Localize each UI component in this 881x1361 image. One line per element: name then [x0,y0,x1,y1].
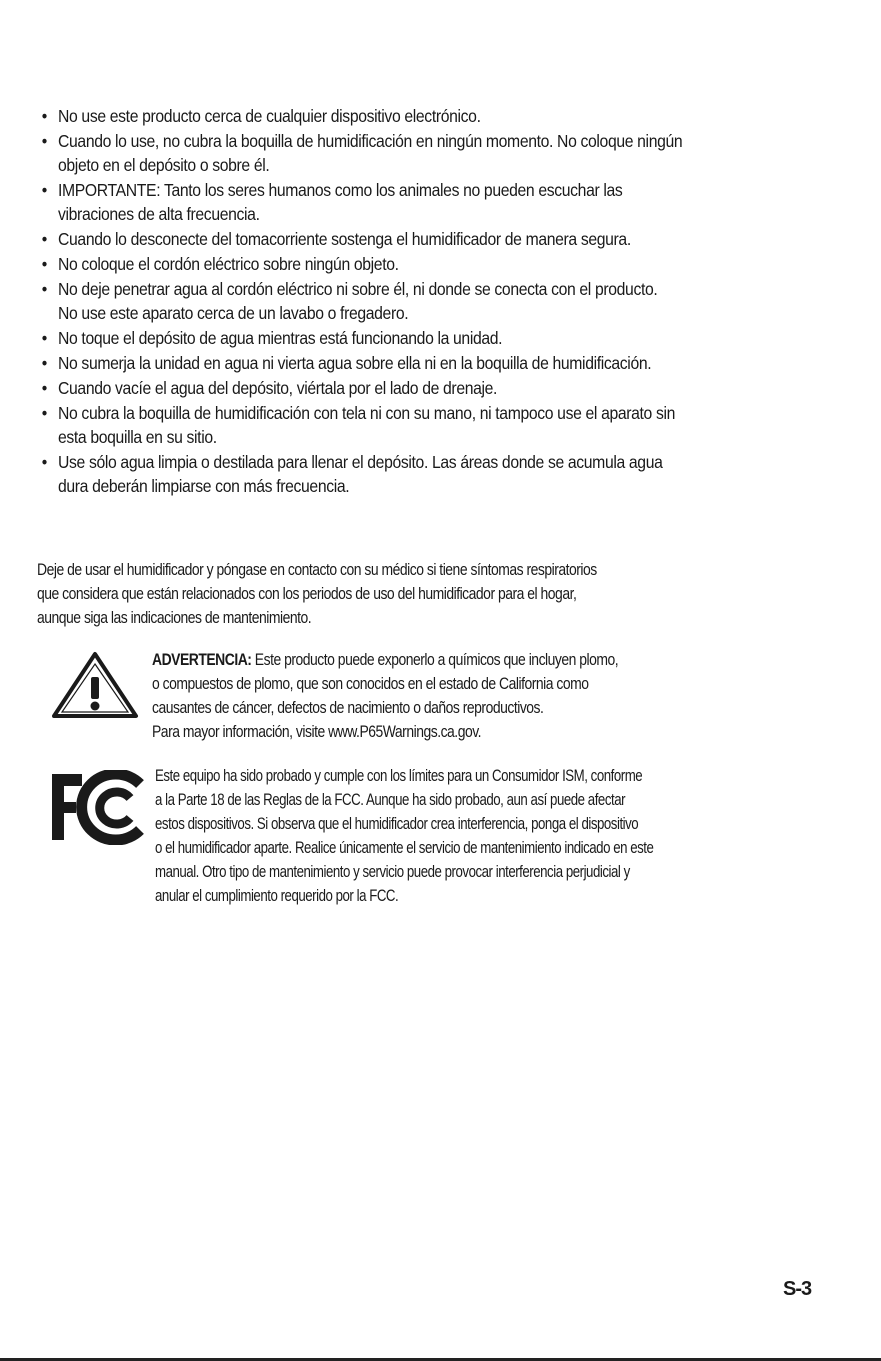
safety-bullet-item [40,376,814,400]
bullet-dot: • [41,279,47,299]
warning-lead: ADVERTENCIA: [152,650,252,669]
bullet-dot: • [41,180,47,200]
warning-line: Para mayor información, visite www.P65Warnings.ca.gov. [152,722,482,741]
bullet-text-line: objeto en el depósito o sobre él. [58,155,270,175]
bullet-text-line: No cubra la boquilla de humidificación con tela ni con su mano, ni tampoco use el aparato sin [58,403,676,423]
safety-bullet-item [40,326,814,350]
bullet-text-line: IMPORTANTE: Tanto los seres humanos como los animales no pueden escuchar las [58,180,623,200]
bullet-text-line: No coloque el cordón eléctrico sobre ningún objeto. [58,254,399,274]
bullet-text-line: No sumerja la unidad en agua ni vierta agua sobre ella ni en la boquilla de humidificación. [58,353,652,373]
bullet-dot: • [41,353,47,373]
bullet-text-line: Cuando lo desconecte del tomacorriente sostenga el humidificador de manera segura. [58,229,631,249]
safety-bullet-item [40,351,814,375]
fcc-line: a la Parte 18 de las Reglas de la FCC. Aunque ha sido probado, aun así puede afectar [155,790,626,809]
safety-bullet-item [40,178,814,226]
bullet-text-line: dura deberán limpiarse con más frecuencia. [58,476,350,496]
health-paragraph-line: que considera que están relacionados con los periodos de uso del humidificador para el hogar, [37,584,577,603]
warning-text [152,648,808,744]
bullet-dot: • [41,229,47,249]
safety-bullet-item [40,450,814,498]
page-number: S-3 [783,1278,812,1300]
bullet-text-line: No use este aparato cerca de un lavabo o fregadero. [58,303,409,323]
bullet-text-line: esta boquilla en su sitio. [58,427,217,447]
bullet-text-line: No deje penetrar agua al cordón eléctrico ni sobre él, ni donde se conecta con el producto. [58,279,658,299]
health-paragraph-line: aunque siga las indicaciones de mantenimiento. [37,608,312,627]
warning-first-line [152,648,808,672]
safety-bullet-list [40,104,800,499]
fcc-line: estos dispositivos. Si observa que el humidificador crea interferencia, ponga el dispositivo [155,814,639,833]
fcc-line: anular el cumplimiento requerido por la FCC. [155,886,399,905]
fcc-line: o el humidificador aparte. Realice únicamente el servicio de mantenimiento indicado en este [155,838,654,857]
safety-bullet-item [40,227,814,251]
bullet-dot: • [41,254,47,274]
bullet-dot: • [41,131,47,151]
bullet-text-line: No use este producto cerca de cualquier dispositivo electrónico. [58,106,481,126]
bullet-dot: • [41,452,47,472]
fcc-line: Este equipo ha sido probado y cumple con los límites para un Consumidor ISM, conforme [155,766,643,785]
fcc-statement [155,764,857,908]
warning-triangle-icon [50,650,140,720]
bullet-dot: • [41,328,47,348]
safety-bullet-item [40,401,814,449]
bullet-dot: • [41,403,47,423]
health-paragraph [37,558,775,630]
safety-bullet-item [40,277,814,325]
bullet-text-line: Use sólo agua limpia o destilada para llenar el depósito. Las áreas donde se acumula agua [58,452,663,472]
fcc-line: manual. Otro tipo de mantenimiento y servicio puede provocar interferencia perjudicial y [155,862,630,881]
safety-bullet-item [40,104,814,128]
bullet-dot: • [41,106,47,126]
warning-first-line-rest: Este producto puede exponerlo a químicos que incluyen plomo, [251,650,619,669]
warning-line: o compuestos de plomo, que son conocidos en el estado de California como [152,674,589,693]
fcc-logo-icon [52,770,147,845]
safety-bullet-item [40,129,814,177]
bullet-dot: • [41,378,47,398]
bullet-text-line: Cuando lo use, no cubra la boquilla de humidificación en ningún momento. No coloque ningún [58,131,683,151]
bullet-text-line: vibraciones de alta frecuencia. [58,204,260,224]
warning-line: causantes de cáncer, defectos de nacimiento o daños reproductivos. [152,698,544,717]
bullet-text-line: Cuando vacíe el agua del depósito, viértala por el lado de drenaje. [58,378,498,398]
health-paragraph-line: Deje de usar el humidificador y póngase en contacto con su médico si tiene síntomas respiratorios [37,560,597,579]
safety-bullet-item [40,252,814,276]
bullet-text-line: No toque el depósito de agua mientras está funcionando la unidad. [58,328,503,348]
